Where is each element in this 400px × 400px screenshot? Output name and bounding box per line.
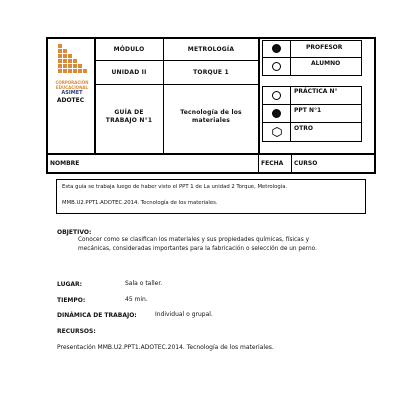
place-value: Sala o taller. xyxy=(125,280,163,287)
other-label: OTRO xyxy=(294,125,313,132)
module-label: MÓDULO xyxy=(113,45,145,53)
course-label: CURSO xyxy=(294,160,318,167)
guide-label: GUÍA DE TRABAJO N°1 xyxy=(105,109,153,124)
time-label: TIEMPO: xyxy=(57,297,86,304)
divider xyxy=(258,153,259,174)
divider xyxy=(46,153,376,155)
divider xyxy=(258,37,260,154)
divider xyxy=(94,37,96,154)
resources-value: Presentación MMB.U2.PPT1.ADOTEC.2014. Tecnología de los materiales. xyxy=(57,344,274,351)
dynamic-label: DINÁMICA DE TRABAJO: xyxy=(57,312,137,319)
time-value: 45 min. xyxy=(125,296,148,303)
practice-label: PRÁCTICA N° xyxy=(294,88,338,95)
objective-text: Conocer como se clasifican los materiales y sus propiedades químicas, físicas y mecánicas, consideradas importantes para la fabricación o selección de un perno. xyxy=(78,237,317,252)
divider xyxy=(262,57,362,58)
divider xyxy=(290,40,291,76)
logo-name: ADOTEC xyxy=(56,97,85,104)
divider xyxy=(291,153,292,174)
unit-value: TORQUE 1 xyxy=(193,68,229,76)
intro-line-1: Esta guía se trabaja luego de haber visto el PPT 1 de La unidad 2 Torque, Metrología. xyxy=(62,184,288,190)
role-professor: PROFESOR xyxy=(306,44,343,51)
date-label: FECHA xyxy=(261,160,284,167)
divider xyxy=(94,60,259,61)
divider xyxy=(290,86,291,142)
logo xyxy=(52,42,92,94)
logo-brand: ASIMET xyxy=(61,90,83,96)
divider xyxy=(262,122,362,123)
objective-label: OBJETIVO: xyxy=(57,229,92,236)
logo-org-line2: EDUCACIONAL xyxy=(55,85,89,90)
professor-selected-icon[interactable] xyxy=(272,44,281,53)
module-value: METROLOGÍA xyxy=(187,45,235,53)
logo-mark-icon xyxy=(52,42,92,76)
divider xyxy=(94,84,259,85)
divider xyxy=(262,104,362,105)
ppt-selected-icon[interactable] xyxy=(272,109,281,118)
other-hexagon-icon[interactable] xyxy=(272,127,282,137)
intro-line-2: MMB.U2.PPT1.ADOTEC.2014. Tecnología de los materiales. xyxy=(62,200,218,206)
logo-org-line1: CORPORACIÓN xyxy=(55,80,89,85)
unit-label: UNIDAD II xyxy=(111,68,147,76)
practice-unselected-icon[interactable] xyxy=(272,91,281,100)
guide-value: Tecnología de los materiales xyxy=(180,109,242,124)
resources-label: RECURSOS: xyxy=(57,328,96,335)
dynamic-value: Individual o grupal. xyxy=(155,311,213,318)
place-label: LUGAR: xyxy=(57,281,83,288)
name-label: NOMBRE xyxy=(50,160,80,167)
student-unselected-icon[interactable] xyxy=(272,62,281,71)
divider xyxy=(163,37,164,154)
ppt-label: PPT N°1 xyxy=(294,107,322,114)
role-student: ALUMNO xyxy=(311,60,341,67)
